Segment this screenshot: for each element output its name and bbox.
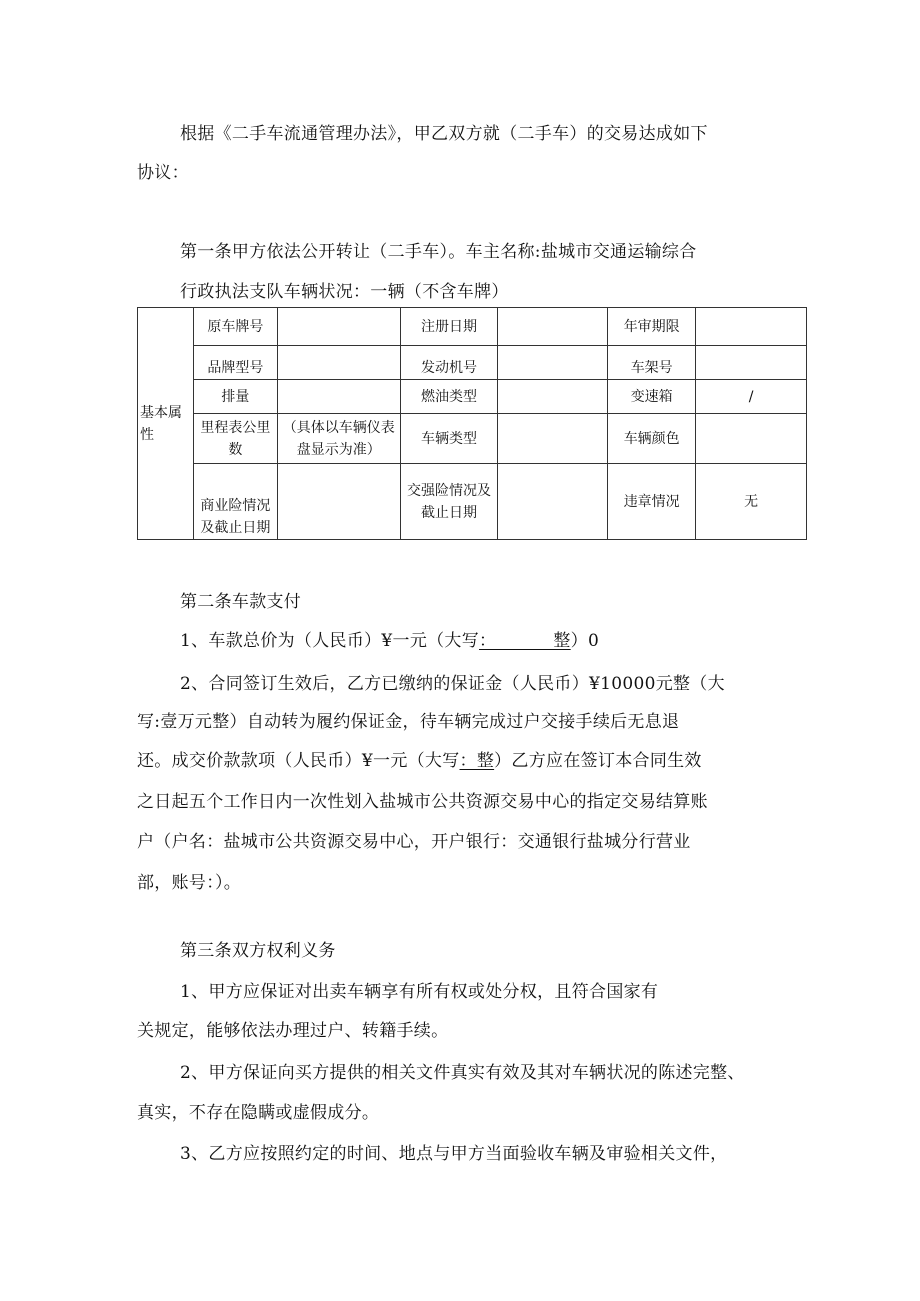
article2-para2-line5: 户（户名：盐城市公共资源交易中心，开户银行：交通银行盐城分行营业 <box>137 832 691 852</box>
article3-para1-line2: 关规定，能够依法办理过户、转籍手续。 <box>137 1021 449 1041</box>
amount-blank: ： 整 <box>479 631 571 651</box>
field-label: 车辆类型 <box>400 414 498 464</box>
article2-para2-line4: 之日起五个工作日内一次性划入盐城市公共资源交易中心的指定交易结算账 <box>137 792 708 812</box>
article3-title: 第三条双方权利义务 <box>180 941 336 961</box>
field-value <box>696 346 807 380</box>
article3-para2-line1: 2、甲方保证向买方提供的相关文件真实有效及其对车辆状况的陈述完整、 <box>180 1063 745 1083</box>
field-label: 原车牌号 <box>193 308 277 346</box>
field-label: 发动机号 <box>400 346 498 380</box>
article2-para2-line2: 写:壹万元整）自动转为履约保证金，待车辆完成过户交接手续后无息退 <box>137 712 680 732</box>
table-row <box>138 414 807 464</box>
article2-para2-line6: 部，账号：）。 <box>137 873 242 893</box>
field-value: / <box>696 380 807 414</box>
field-label: 燃油类型 <box>400 380 498 414</box>
table-row <box>138 464 807 540</box>
field-label: 车辆颜色 <box>608 414 696 464</box>
field-value <box>277 346 400 380</box>
vehicle-attributes-table <box>137 307 807 540</box>
article1-line-2: 行政执法支队车辆状况：一辆（不含车牌） <box>180 282 509 302</box>
field-value: （具体以车辆仪表盘显示为准） <box>277 414 400 464</box>
article2-para1 <box>180 629 599 653</box>
field-label: 车架号 <box>608 346 696 380</box>
field-label: 交强险情况及截止日期 <box>400 464 498 540</box>
field-value <box>498 380 608 414</box>
para2-tail: ）乙方应在签订本合同生效 <box>494 751 702 771</box>
article3-para2-line2: 真实，不存在隐瞒或虚假成分。 <box>137 1103 380 1123</box>
field-value <box>277 380 400 414</box>
amount-blank: ：整 <box>459 751 495 771</box>
field-label: 变速箱 <box>608 380 696 414</box>
field-value <box>277 308 400 346</box>
field-label: 违章情况 <box>608 464 696 540</box>
para1-text: 1、车款总价为（人民币）¥一元（大写 <box>180 631 480 651</box>
field-value <box>696 308 807 346</box>
article3-para3-line1: 3、乙方应按照约定的时间、地点与甲方当面验收车辆及审验相关文件， <box>180 1144 728 1164</box>
field-value <box>498 308 608 346</box>
field-value <box>277 464 400 540</box>
article2-para2-line1: 2、合同签订生效后，乙方已缴纳的保证金（人民币）¥10000元整（大 <box>180 674 725 694</box>
para1-tail: ）0 <box>570 631 600 651</box>
field-label: 里程表公里数 <box>193 414 277 464</box>
para2-text: 还。成交价款款项（人民币）¥一元（大写 <box>137 751 460 771</box>
article2-title: 第二条车款支付 <box>180 592 302 612</box>
table-row <box>138 346 807 380</box>
table-row <box>138 308 807 346</box>
field-value <box>696 414 807 464</box>
article2-para2-line3 <box>137 749 702 773</box>
intro-line-1: 根据《二手车流通管理办法》，甲乙双方就（二手车）的交易达成如下 <box>180 124 708 144</box>
field-label: 年审期限 <box>608 308 696 346</box>
field-label: 排量 <box>193 380 277 414</box>
field-value: 无 <box>696 464 807 540</box>
article3-para1-line1: 1、甲方应保证对出卖车辆享有所有权或处分权，且符合国家有 <box>180 982 659 1002</box>
field-value <box>498 414 608 464</box>
intro-line-2: 协议： <box>137 163 189 183</box>
article1-line-1: 第一条甲方依法公开转让（二手车）。车主名称:盐城市交通运输综合 <box>180 242 697 262</box>
field-label: 注册日期 <box>400 308 498 346</box>
table-row <box>138 380 807 414</box>
field-value <box>498 464 608 540</box>
field-label: 品牌型号 <box>193 346 277 380</box>
field-value <box>498 346 608 380</box>
side-label: 基本属性 <box>138 308 194 540</box>
field-label: 商业险情况及截止日期 <box>193 464 277 540</box>
